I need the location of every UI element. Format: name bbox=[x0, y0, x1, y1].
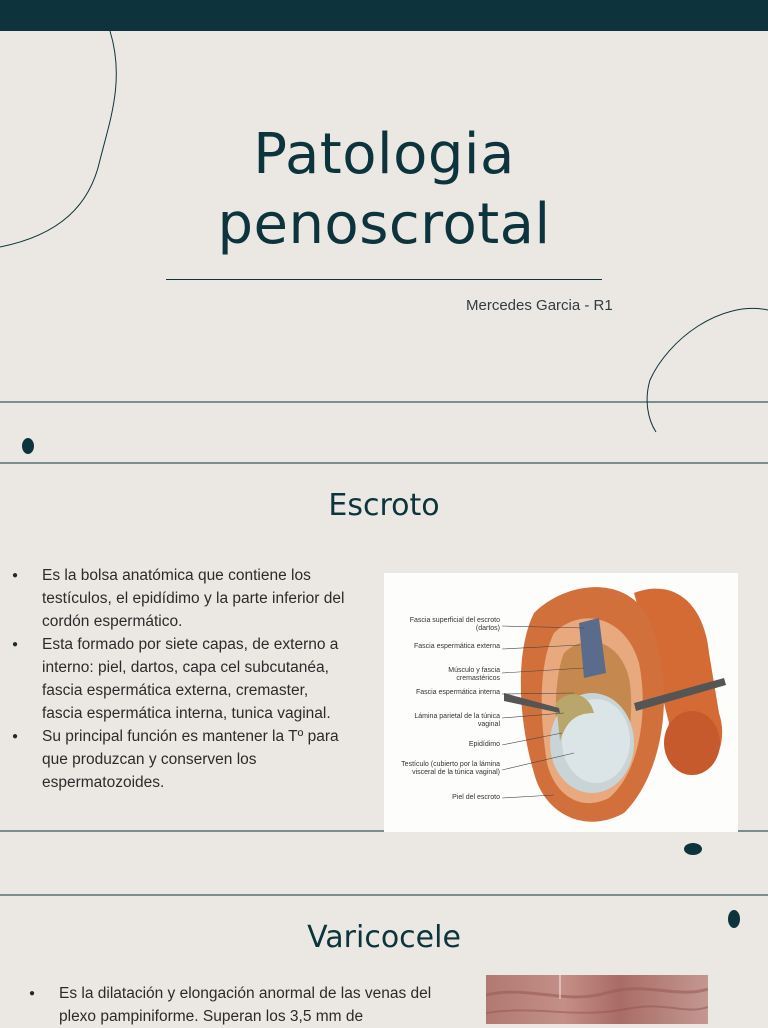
scrotum-anatomy-figure bbox=[384, 573, 738, 832]
bullet-item: ● Su principal función es mantener la Tº para que produzcan y conserven los espermatozoides. bbox=[12, 725, 352, 794]
varicocele-photo bbox=[486, 975, 708, 1024]
title-underline bbox=[166, 279, 602, 280]
title-line-2: penoscrotal bbox=[217, 192, 551, 257]
figure-label: Fascia espermática interna bbox=[415, 689, 500, 696]
figure-label: Piel del escroto bbox=[452, 794, 500, 801]
decorative-dot bbox=[22, 438, 34, 454]
bullet-item: ● Esta formado por siete capas, de externo a interno: piel, dartos, capa cel subcutanéa, fascia espermática externa, cremaster, fascia espermática interna, tunica vaginal. bbox=[12, 633, 352, 725]
decorative-dot bbox=[684, 843, 702, 855]
escroto-bullet-list bbox=[12, 564, 352, 794]
section-heading-escroto: Escroto bbox=[328, 488, 440, 523]
author-name: Mercedes Garcia - R1 bbox=[466, 297, 613, 314]
figure-label: Testículo (cubierto por la lámina visceral de la túnica vaginal) bbox=[401, 761, 500, 776]
title-line-1: Patologia bbox=[253, 122, 515, 187]
decorative-curve-right bbox=[647, 308, 768, 432]
bullet-item: ● Es la dilatación y elongación anormal de las venas del plexo pampiniforme. Superan los 3,5 mm de bbox=[29, 982, 439, 1028]
varicocele-photo-texture bbox=[486, 975, 708, 1024]
figure-label: Fascia superficial del escroto (dartos) bbox=[409, 617, 500, 632]
figure-label: Epidídimo bbox=[468, 741, 500, 748]
bullet-item: ● Es la bolsa anatómica que contiene los testículos, el epidídimo y la parte inferior del cordón espermático. bbox=[12, 564, 352, 633]
section-heading-varicocele: Varicocele bbox=[307, 920, 461, 955]
figure-label: Fascia espermática externa bbox=[414, 643, 500, 650]
figure-label: Lámina parietal de la túnica vaginal bbox=[414, 713, 500, 728]
varicocele-bullet-list bbox=[29, 982, 439, 1028]
figure-label: Músculo y fascia cremastéricos bbox=[448, 667, 500, 682]
presentation-title bbox=[0, 120, 768, 260]
